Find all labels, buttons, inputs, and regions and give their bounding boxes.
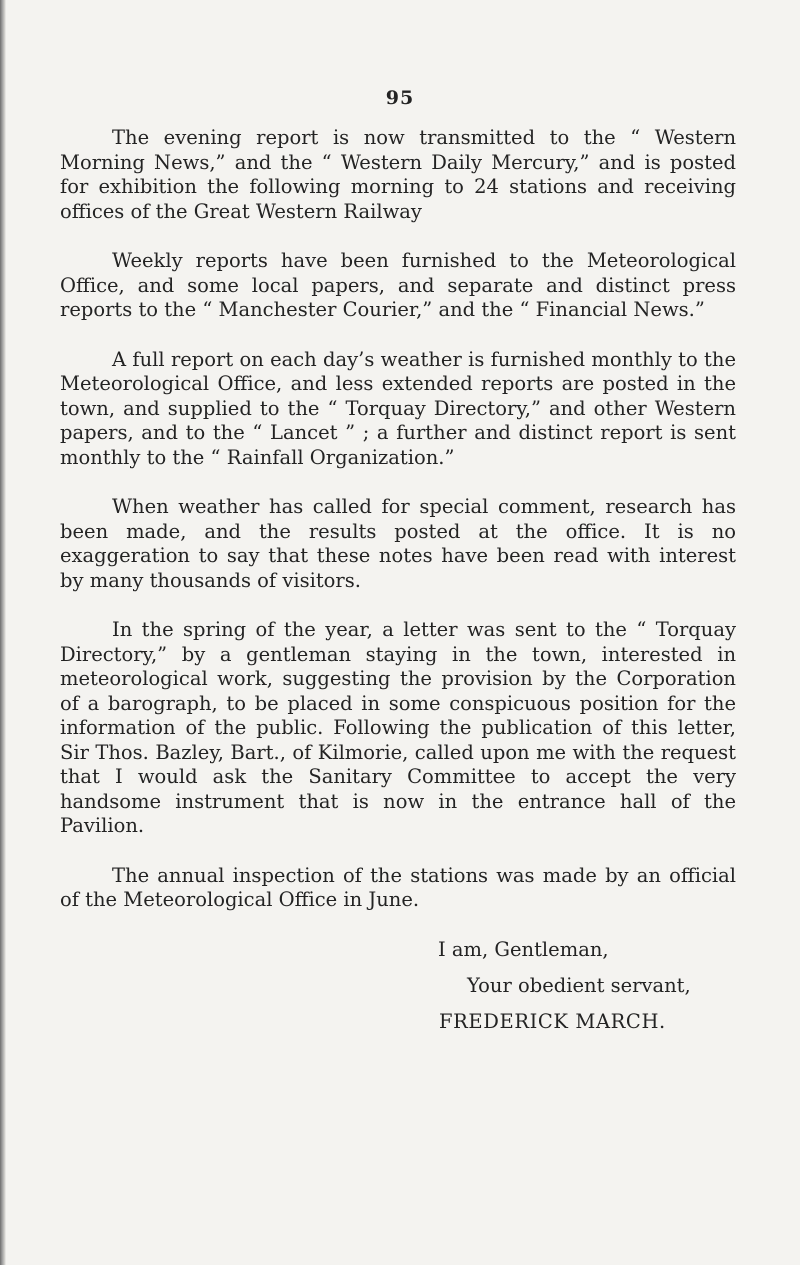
signature: FREDERICK MARCH. bbox=[439, 1009, 666, 1033]
letter-body bbox=[60, 126, 736, 1046]
paragraph-monthly-report: A full report on each day’s weather is furnished monthly to the Meteorological Office, and less extended reports are posted in the town, and supplied to the “ Torquay Directory,” and other Western papers, and to the “ Lancet ” ; a further and distinct report is sent monthly to the “ Rainfall Organization.” bbox=[60, 347, 736, 469]
closing-salutation: I am, Gentleman, bbox=[438, 937, 609, 961]
paragraph-barograph: In the spring of the year, a letter was sent to the “ Torquay Directory,” by a gentleman staying in the town, interested in meteorological work, suggesting the provision by the Corporation of a barograph, to be placed in some conspicuous position for the information of the public. Following the publication of this letter, Sir Thos. Bazley, Bart., of Kilmorie, called upon me with the request that I would ask the Sanitary Committee to accept the very handsome instrument that is now in the entrance hall of the Pavilion. bbox=[60, 618, 736, 837]
closing-valediction: Your obedient servant, bbox=[467, 973, 691, 997]
paragraph-annual-inspection: The annual inspection of the stations was made by an official of the Meteorological Office in June. bbox=[60, 863, 736, 911]
page-number: 95 bbox=[385, 87, 415, 109]
paragraph-evening-report: The evening report is now transmitted to the “ Western Morning News,” and the “ Western Daily Mercury,” and is posted for exhibition the following morning to 24 stations and receiving offices of the Great Western Railway bbox=[60, 126, 736, 223]
letter-closing bbox=[60, 938, 736, 1046]
page-binding-edge bbox=[0, 0, 6, 1265]
paragraph-weekly-reports: Weekly reports have been furnished to the Meteorological Office, and some local papers, and separate and distinct press reports to the “ Manchester Courier,” and the “ Financial News.” bbox=[60, 249, 736, 321]
paragraph-special-comment: When weather has called for special comment, research has been made, and the results posted at the office. It is no exaggeration to say that these notes have been read with interest by many thousands of visitors. bbox=[60, 495, 736, 592]
